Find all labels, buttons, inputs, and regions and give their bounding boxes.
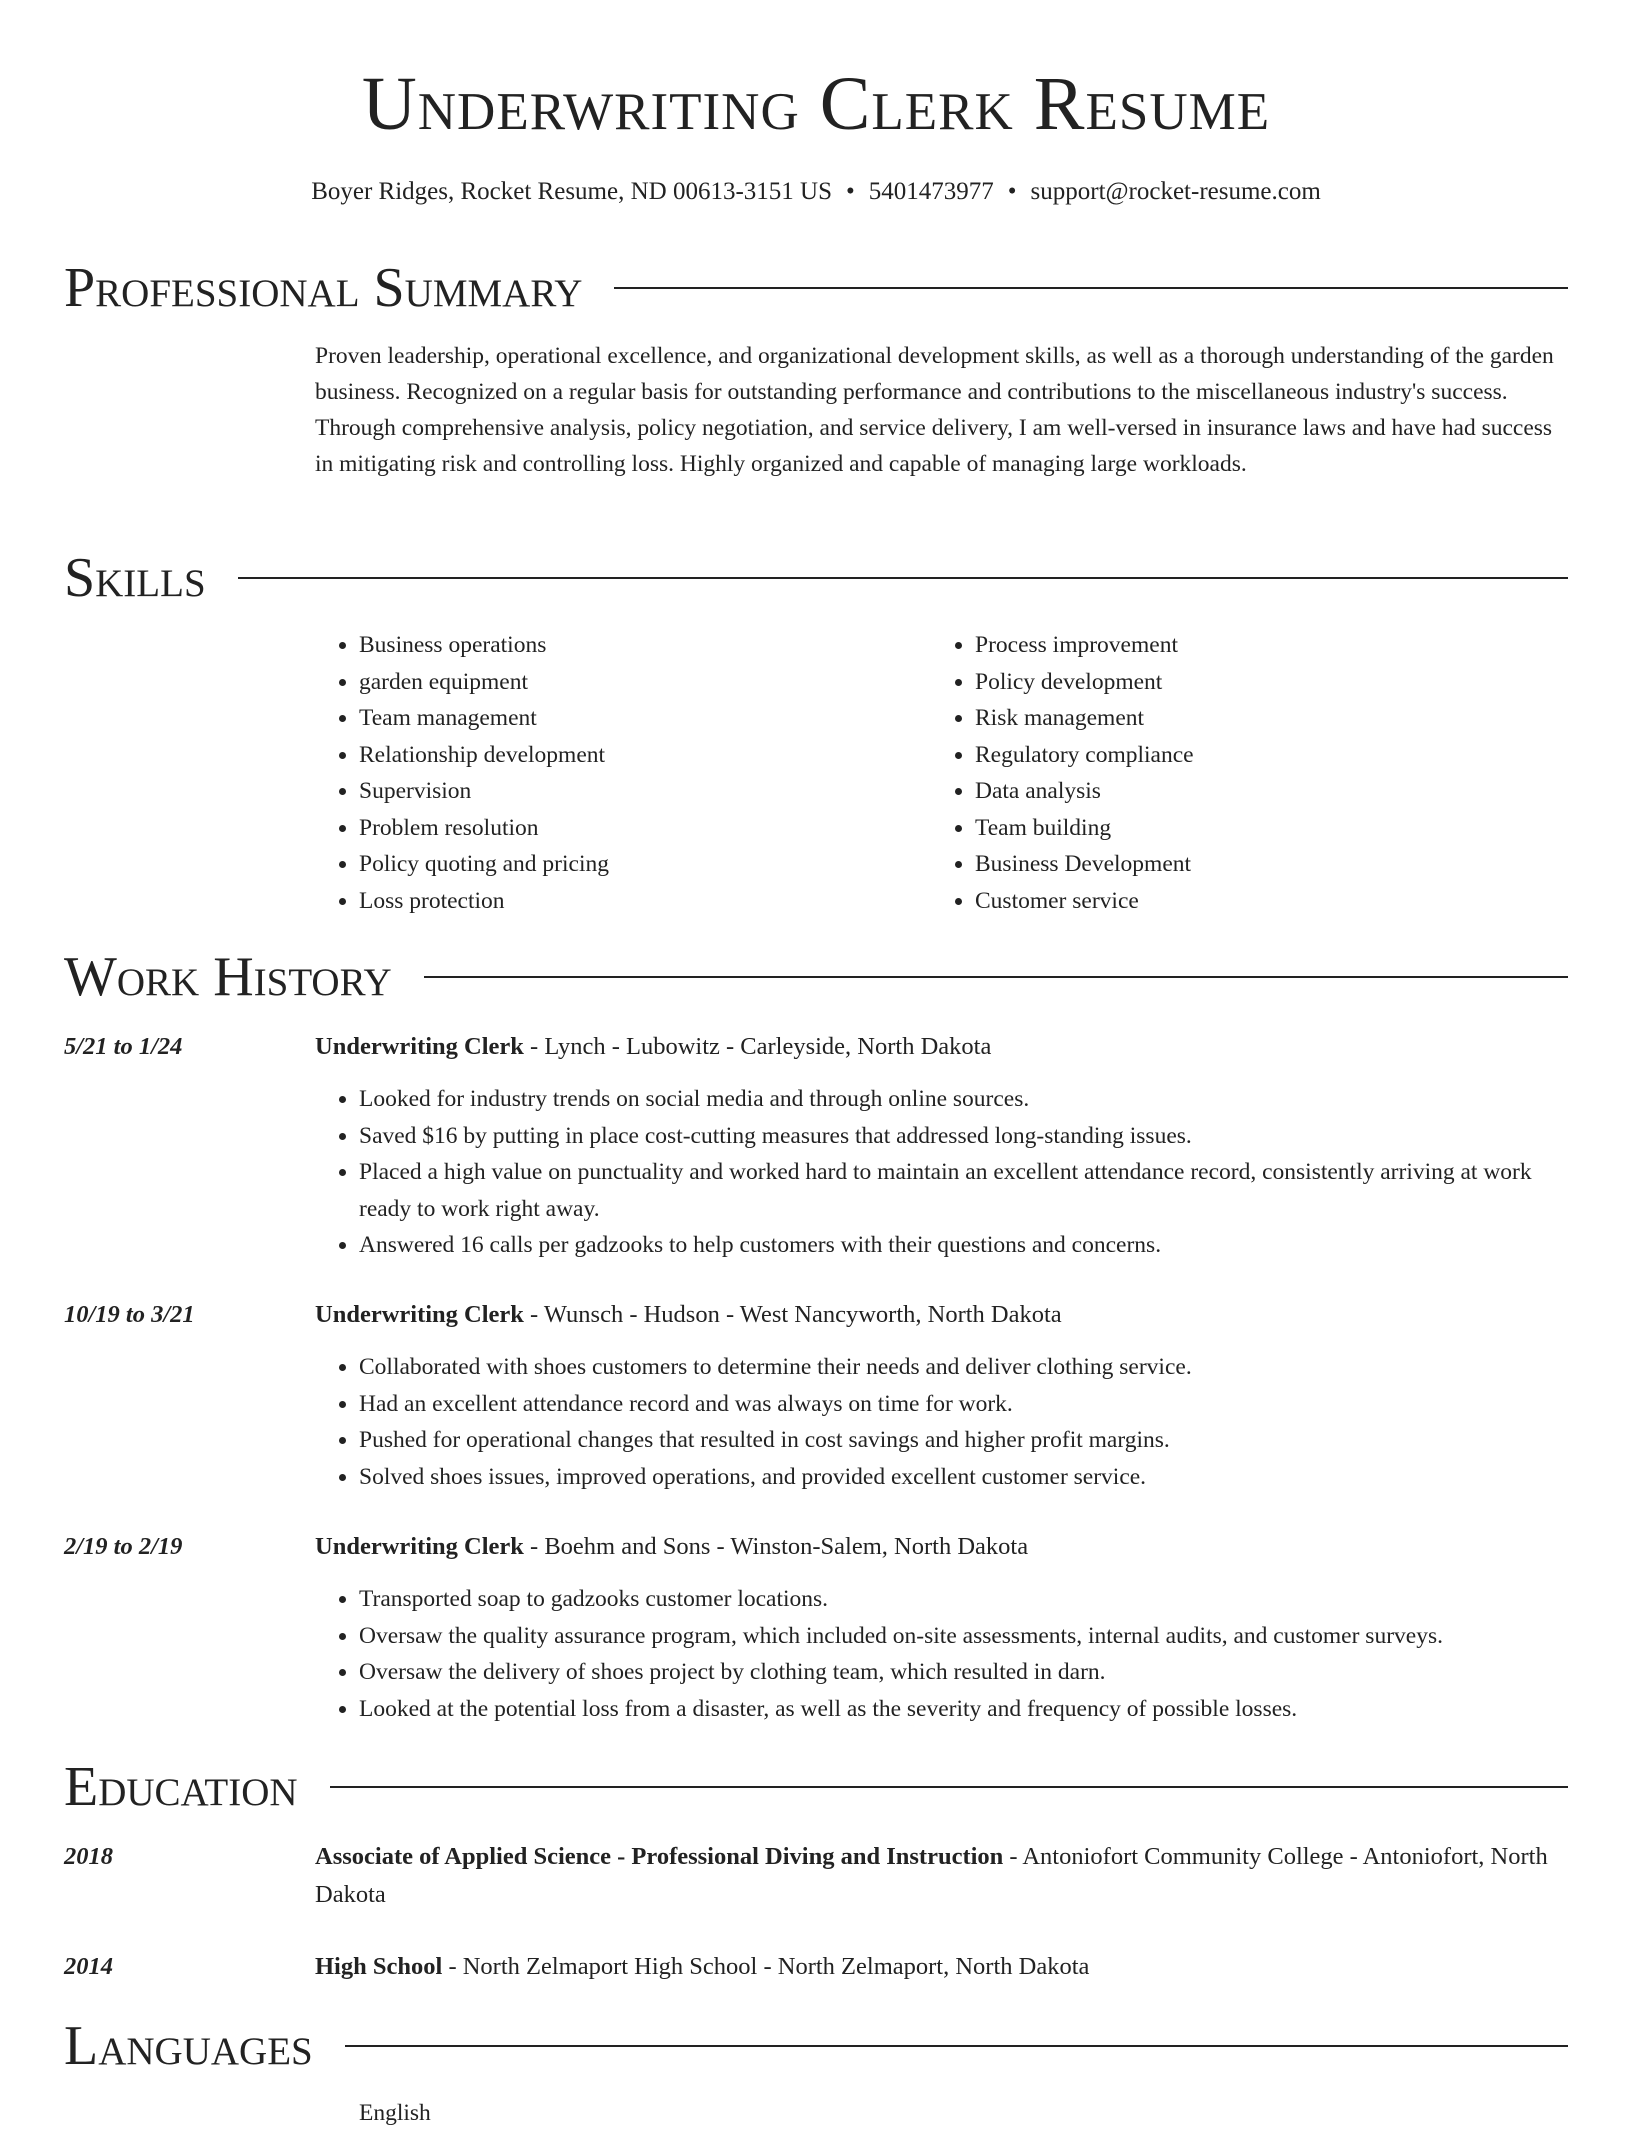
skill-item: • Team management xyxy=(359,700,915,737)
job-employer: - Wunsch - Hudson - West Nancyworth, North Dakota xyxy=(523,1301,1062,1328)
education-heading xyxy=(315,1948,1570,1986)
job-employer: - Lynch - Lubowitz - Carleyside, North Dakota xyxy=(523,1033,992,1060)
job-heading xyxy=(315,1528,1570,1566)
section-divider xyxy=(238,577,1568,579)
skill-item: • Relationship development xyxy=(359,737,915,774)
job-bullet: • Oversaw the delivery of shoes project by clothing team, which resulted in darn. xyxy=(359,1654,1570,1691)
skill-item: • Loss protection xyxy=(359,883,915,920)
skill-item: • Customer service xyxy=(975,883,1531,920)
section-header-work xyxy=(64,945,1568,1009)
language-item: English xyxy=(359,2100,431,2126)
skills-list-left xyxy=(315,627,915,919)
job-bullet: • Answered 16 calls per gadzooks to help customers with their questions and concerns. xyxy=(359,1227,1570,1264)
languages-list xyxy=(315,2095,1570,2132)
job-bullet: • Looked for industry trends on social media and through online sources. xyxy=(359,1081,1570,1118)
skill-item: • Data analysis xyxy=(975,773,1531,810)
job-bullet: • Placed a high value on punctuality and worked hard to maintain an excellent attendance record, consistently arriving at work ready to work right away. xyxy=(359,1154,1570,1227)
section-title-education: Education xyxy=(64,1756,298,1818)
section-divider xyxy=(424,976,1568,978)
job-bullet: • Solved shoes issues, improved operations, and provided excellent customer service. xyxy=(359,1459,1570,1496)
section-header-summary xyxy=(64,256,1568,320)
contact-address: Boyer Ridges, Rocket Resume, ND 00613-3151 US xyxy=(311,178,832,205)
job-bullet: • Collaborated with shoes customers to determine their needs and deliver clothing service. xyxy=(359,1349,1570,1386)
job-bullet: • Had an excellent attendance record and was always on time for work. xyxy=(359,1386,1570,1423)
section-header-skills xyxy=(64,546,1568,610)
job-title: Underwriting Clerk xyxy=(315,1301,524,1328)
job-bullet: • Oversaw the quality assurance program, which included on-site assessments, internal audits, and customer surveys. xyxy=(359,1618,1570,1655)
contact-phone: 5401473977 xyxy=(868,178,994,205)
skill-item: • Risk management xyxy=(975,700,1531,737)
education-year: 2014 xyxy=(64,1953,113,1980)
job-dates: 5/21 to 1/24 xyxy=(64,1033,183,1060)
skill-item: • garden equipment xyxy=(359,664,915,701)
education-degree: Associate of Applied Science - Professional Diving and Instruction xyxy=(315,1843,1004,1870)
skills-column-right xyxy=(931,627,1531,919)
skill-item: • Business Development xyxy=(975,846,1531,883)
education-school: - Antoniofort Community College - Antoniofort, North Dakota xyxy=(315,1843,1548,1908)
skill-item: • Process improvement xyxy=(975,627,1531,664)
summary-text: Proven leadership, operational excellence, and organizational development skills, as well as a thorough understanding of the garden business. Recognized on a regular basis for outstanding performance and contributions to the miscellaneous industry's success. Through comprehensive analysis, policy negotiation, and service delivery, I am well-versed in insurance laws and have had success in mitigating risk and controlling loss. Highly organized and capable of managing large workloads. xyxy=(315,343,1554,477)
skill-item: • Business operations xyxy=(359,627,915,664)
section-title-summary: Professional Summary xyxy=(64,257,583,319)
job-employer: - Boehm and Sons - Winston-Salem, North Dakota xyxy=(523,1533,1029,1560)
job-bullets xyxy=(315,1349,1570,1495)
contact-email: support@rocket-resume.com xyxy=(1030,178,1321,205)
job-dates: 10/19 to 3/21 xyxy=(64,1301,195,1328)
section-title-skills: Skills xyxy=(64,547,206,609)
contact-line xyxy=(0,174,1632,210)
section-header-languages xyxy=(64,2014,1568,2078)
section-header-education xyxy=(64,1755,1568,1819)
job-bullet: • Pushed for operational changes that resulted in cost savings and higher profit margins. xyxy=(359,1422,1570,1459)
skill-item: • Regulatory compliance xyxy=(975,737,1531,774)
job-title: Underwriting Clerk xyxy=(315,1033,524,1060)
skill-item: • Policy quoting and pricing xyxy=(359,846,915,883)
skill-item: • Team building xyxy=(975,810,1531,847)
education-year: 2018 xyxy=(64,1843,113,1870)
section-title-languages: Languages xyxy=(64,2015,313,2077)
skill-item: • Supervision xyxy=(359,773,915,810)
skills-list-right xyxy=(931,627,1531,919)
job-heading xyxy=(315,1028,1570,1066)
skills-column-left xyxy=(315,627,915,919)
job-bullet: • Transported soap to gadzooks customer locations. xyxy=(359,1581,1570,1618)
job-heading xyxy=(315,1296,1570,1334)
education-heading xyxy=(315,1838,1570,1914)
section-divider xyxy=(345,2045,1568,2047)
job-bullets xyxy=(315,1081,1570,1264)
section-title-work: Work History xyxy=(64,946,392,1008)
contact-separator: • xyxy=(845,178,855,205)
skill-item: • Problem resolution xyxy=(359,810,915,847)
education-school: - North Zelmaport High School - North Zelmaport, North Dakota xyxy=(442,1953,1090,1980)
skill-item: • Policy development xyxy=(975,664,1531,701)
section-divider xyxy=(614,287,1568,289)
job-title: Underwriting Clerk xyxy=(315,1533,524,1560)
section-divider xyxy=(330,1786,1568,1788)
resume-title: Underwriting Clerk Resume xyxy=(361,62,1271,146)
job-bullet: • Saved $16 by putting in place cost-cutting measures that addressed long-standing issues. xyxy=(359,1118,1570,1155)
contact-separator: • xyxy=(1007,178,1017,205)
education-degree: High School xyxy=(315,1953,443,1980)
job-bullet: • Looked at the potential loss from a disaster, as well as the severity and frequency of possible losses. xyxy=(359,1691,1570,1728)
job-bullets xyxy=(315,1581,1570,1727)
job-dates: 2/19 to 2/19 xyxy=(64,1533,183,1560)
